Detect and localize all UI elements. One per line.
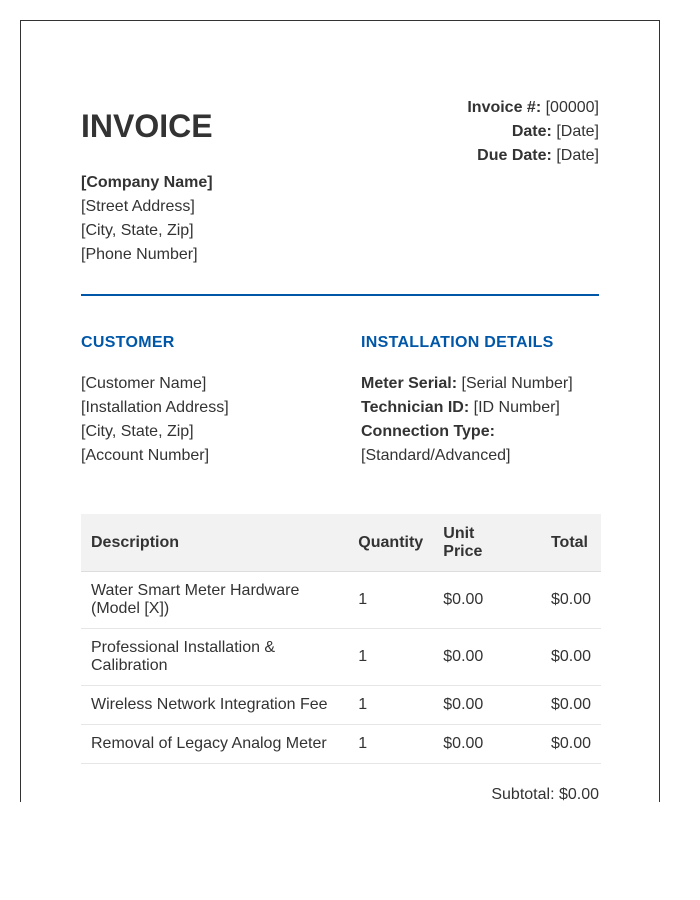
customer-heading: CUSTOMER <box>81 334 175 351</box>
company-block <box>81 171 213 267</box>
line-items-body <box>81 572 601 764</box>
meter-serial-label: Meter Serial: <box>361 375 458 392</box>
item-description: Water Smart Meter Hardware (Model [X]) <box>81 572 348 629</box>
company-city: [City, State, Zip] <box>81 222 194 239</box>
item-total: $0.00 <box>520 629 601 686</box>
item-quantity: 1 <box>348 629 433 686</box>
item-unit-price: $0.00 <box>433 629 520 686</box>
meter-serial-row <box>361 372 573 396</box>
customer-city: [City, State, Zip] <box>81 423 194 440</box>
item-total: $0.00 <box>520 686 601 725</box>
description-header: Description <box>81 514 348 572</box>
invoice-number-value: [00000] <box>545 99 599 116</box>
invoice-sheet <box>20 20 660 802</box>
invoice-title: INVOICE <box>81 108 213 144</box>
item-unit-price: $0.00 <box>433 572 520 629</box>
customer-name: [Customer Name] <box>81 375 207 392</box>
unit-price-header: Unit Price <box>433 514 520 572</box>
due-date-row <box>467 144 599 168</box>
item-description: Removal of Legacy Analog Meter <box>81 725 348 764</box>
connection-type-row <box>361 420 573 444</box>
item-quantity: 1 <box>348 725 433 764</box>
technician-id-label: Technician ID: <box>361 399 470 416</box>
company-street: [Street Address] <box>81 198 195 215</box>
total-header: Total <box>520 514 601 572</box>
due-date-value: [Date] <box>556 147 599 164</box>
meter-serial-value: [Serial Number] <box>461 375 573 392</box>
technician-id-value: [ID Number] <box>473 399 560 416</box>
invoice-number-row <box>467 96 599 120</box>
item-unit-price: $0.00 <box>433 686 520 725</box>
table-row <box>81 629 601 686</box>
customer-block <box>81 372 229 468</box>
item-description: Wireless Network Integration Fee <box>81 686 348 725</box>
invoice-meta <box>467 96 599 168</box>
connection-type-label: Connection Type: <box>361 423 495 440</box>
installation-heading: INSTALLATION DETAILS <box>361 334 554 351</box>
due-date-label: Due Date: <box>477 147 552 164</box>
item-total: $0.00 <box>520 725 601 764</box>
company-name: [Company Name] <box>81 174 213 191</box>
installation-block <box>361 372 573 468</box>
quantity-header: Quantity <box>348 514 433 572</box>
header-row <box>81 514 601 572</box>
line-items-table <box>81 514 601 764</box>
invoice-number-label: Invoice #: <box>467 99 542 116</box>
table-row <box>81 572 601 629</box>
customer-address: [Installation Address] <box>81 399 229 416</box>
customer-account: [Account Number] <box>81 447 210 464</box>
line-items-header <box>81 514 601 572</box>
table-row <box>81 686 601 725</box>
company-phone: [Phone Number] <box>81 246 198 263</box>
item-quantity: 1 <box>348 572 433 629</box>
header-divider <box>81 294 599 296</box>
table-row <box>81 725 601 764</box>
connection-type-value: [Standard/Advanced] <box>361 447 511 464</box>
item-unit-price: $0.00 <box>433 725 520 764</box>
item-description: Professional Installation & Calibration <box>81 629 348 686</box>
invoice-date-label: Date: <box>511 123 552 140</box>
invoice-date-row <box>467 120 599 144</box>
subtotal: Subtotal: $0.00 <box>491 786 599 803</box>
technician-id-row <box>361 396 573 420</box>
item-quantity: 1 <box>348 686 433 725</box>
item-total: $0.00 <box>520 572 601 629</box>
invoice-date-value: [Date] <box>556 123 599 140</box>
